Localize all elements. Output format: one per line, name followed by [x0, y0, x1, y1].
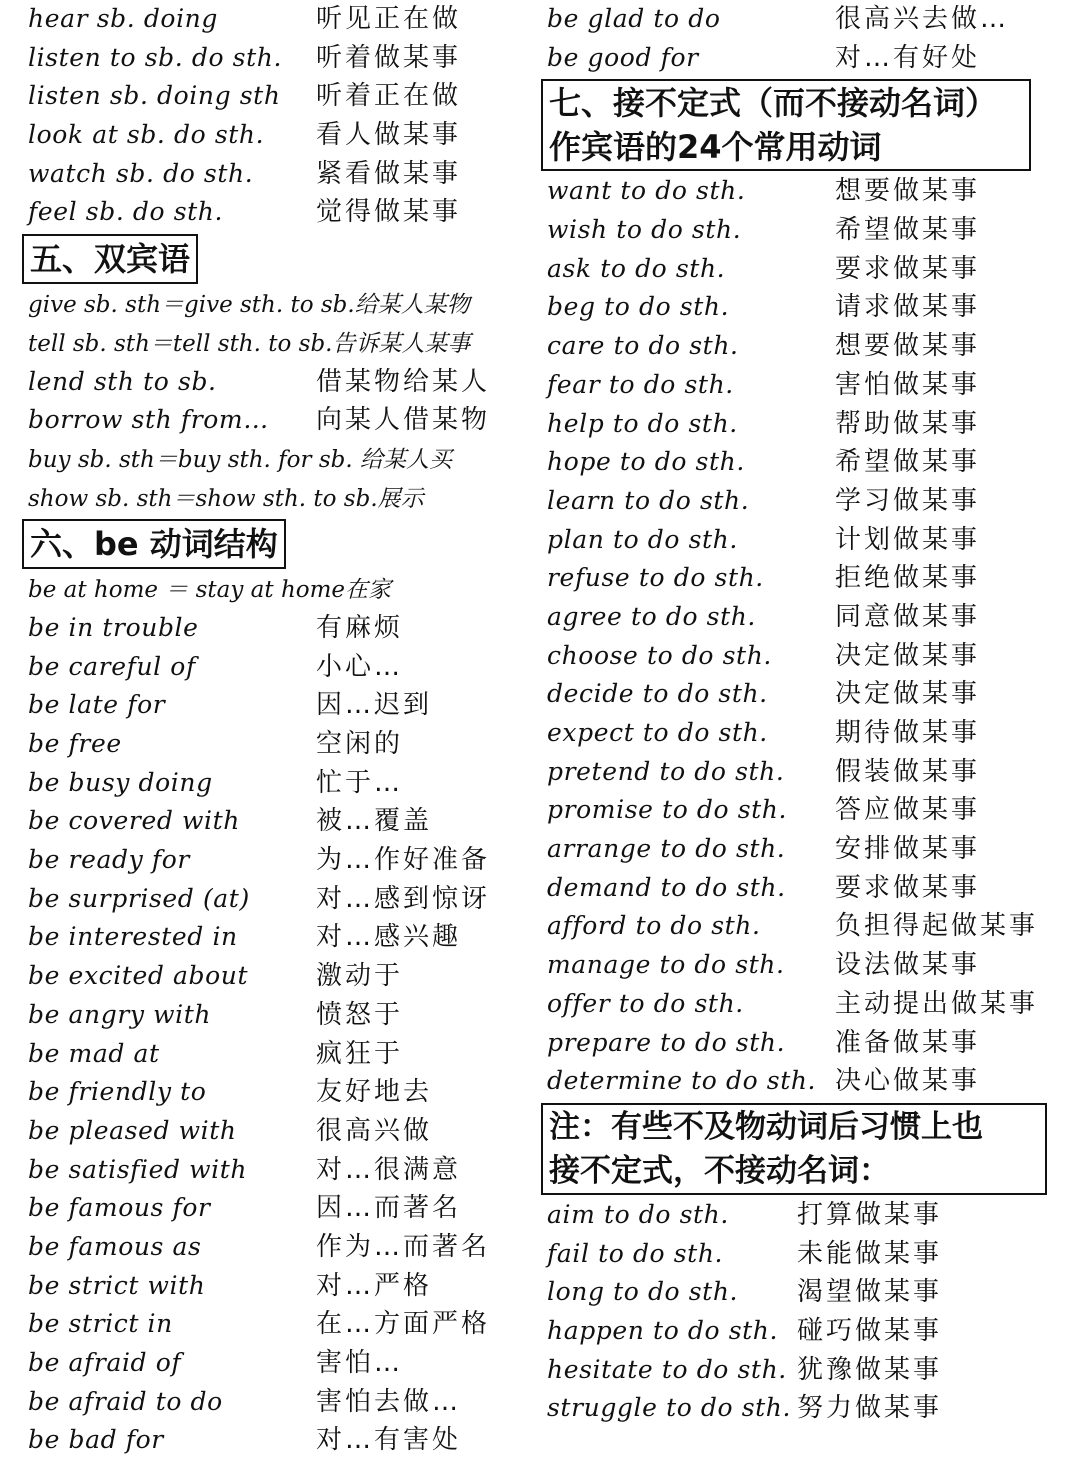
phrase-chinese: 很高兴去做…: [835, 4, 1010, 34]
phrase-row: [545, 1196, 1070, 1235]
phrase-chinese: 很高兴做: [316, 1115, 433, 1146]
phrase-english: promise to do sth.: [547, 795, 788, 825]
phrase-chinese: 决心做某事: [835, 1066, 981, 1097]
phrase-english: be angry with: [28, 999, 212, 1029]
phrase-row: [545, 211, 1070, 250]
phrase-chinese: 想要做某事: [835, 176, 981, 207]
phrase-chinese: 疯狂于: [316, 1038, 404, 1069]
phrase-row: [545, 830, 1070, 869]
phrase-row: [545, 250, 1070, 289]
phrase-chinese: 看人做某事: [316, 120, 462, 151]
phrase-chinese: 紧看做某事: [316, 158, 462, 189]
phrase-chinese: 对…有害处: [316, 1425, 462, 1456]
phrase-row: [26, 0, 541, 39]
phrase-chinese: 对…感到惊讶: [316, 883, 491, 914]
phrase-english: be satisfied with: [28, 1154, 248, 1184]
phrase-chinese: 友好地去: [316, 1077, 433, 1108]
phrase-english: be strict with: [28, 1270, 206, 1300]
phrase-chinese: 愤怒于: [316, 999, 404, 1030]
phrase-chinese: 作为…而著名: [316, 1231, 491, 1262]
phrase-chinese: 小心…: [316, 651, 404, 682]
phrase-chinese: 害怕做某事: [835, 369, 981, 400]
phrase-chinese: 害怕去做…: [316, 1386, 462, 1417]
phrase-row: [26, 401, 541, 440]
phrase-row: [26, 363, 541, 402]
phrase-chinese: 听着做某事: [316, 42, 462, 73]
phrase-row: [26, 324, 541, 363]
phrase-english: fear to do sth.: [547, 369, 734, 399]
phrase-english: be friendly to: [28, 1077, 207, 1107]
phrase-row: [26, 39, 541, 78]
phrase-chinese: 负担得起做某事: [835, 911, 1039, 942]
note-heading: [541, 1103, 1047, 1195]
phrase-chinese: 因…而著名: [316, 1193, 462, 1224]
phrase-row: [26, 802, 541, 841]
phrase-row: [26, 440, 541, 479]
section-5-list: [26, 285, 541, 517]
phrase-english: demand to do sth.: [547, 872, 786, 902]
phrase-english: give sb. sth＝give sth. to sb.给某人某物: [28, 292, 470, 319]
phrase-chinese: 渴望做某事: [797, 1277, 943, 1308]
phrase-row: [545, 327, 1070, 366]
phrase-row: [545, 675, 1070, 714]
phrase-chinese: 打算做某事: [797, 1199, 943, 1230]
phrase-row: [26, 285, 541, 324]
section-5-heading: 五、双宾语: [22, 234, 198, 284]
phrase-row: [26, 918, 541, 957]
phrase-chinese: 听见正在做: [316, 4, 462, 34]
phrase-row: [26, 1305, 541, 1344]
phrase-row: [26, 77, 541, 116]
phrase-english: look at sb. do sth.: [28, 120, 265, 150]
phrase-chinese: 为…作好准备: [316, 845, 491, 876]
phrase-english: be surprised (at): [28, 883, 250, 913]
phrase-english: be famous for: [28, 1193, 211, 1223]
phrase-english: afford to do sth.: [547, 911, 761, 941]
right-top-list: [545, 0, 1070, 77]
phrase-english: be good for: [547, 42, 699, 72]
phrase-chinese: 同意做某事: [835, 601, 981, 632]
section-7-heading-line-2: 作宾语的24个常用动词: [549, 128, 882, 167]
phrase-chinese: 听着正在做: [316, 81, 462, 112]
phrase-chinese: 计划做某事: [835, 524, 981, 555]
phrase-english: listen to sb. do sth.: [28, 42, 283, 72]
phrase-english: ask to do sth.: [547, 253, 726, 283]
phrase-english: help to do sth.: [547, 408, 738, 438]
phrase-chinese: 觉得做某事: [316, 197, 462, 228]
phrase-row: [545, 366, 1070, 405]
phrase-chinese: 碰巧做某事: [797, 1315, 943, 1346]
phrase-english: feel sb. do sth.: [28, 197, 224, 227]
phrase-row: [545, 1312, 1070, 1351]
phrase-chinese: 在…方面严格: [316, 1309, 491, 1340]
phrase-row: [545, 598, 1070, 637]
phrase-english: offer to do sth.: [547, 988, 744, 1018]
phrase-chinese: 未能做某事: [797, 1238, 943, 1269]
phrase-english: determine to do sth.: [547, 1066, 817, 1096]
phrase-row: [545, 907, 1070, 946]
phrase-english: happen to do sth.: [547, 1315, 779, 1345]
phrase-chinese: 期待做某事: [835, 718, 981, 748]
phrase-row: [26, 1073, 541, 1112]
phrase-english: hope to do sth.: [547, 447, 745, 477]
phrase-row: [545, 521, 1070, 560]
phrase-english: choose to do sth.: [547, 640, 772, 670]
phrase-chinese: 决定做某事: [835, 679, 981, 710]
phrase-chinese: 有麻烦: [316, 612, 404, 643]
phrase-row: [545, 1389, 1070, 1428]
phrase-english: borrow sth from…: [28, 405, 269, 435]
phrase-chinese: 请求做某事: [835, 292, 981, 323]
phrase-chinese: 向某人借某物: [316, 405, 491, 436]
phrase-english: manage to do sth.: [547, 950, 785, 980]
phrase-row: [26, 116, 541, 155]
phrase-chinese: 设法做某事: [835, 950, 981, 981]
phrase-row: [545, 443, 1070, 482]
phrase-english: be covered with: [28, 806, 240, 836]
phrase-row: [26, 880, 541, 919]
phrase-english: be afraid to do: [28, 1386, 223, 1416]
phrase-english: long to do sth.: [547, 1277, 739, 1307]
phrase-english: listen sb. doing sth: [28, 81, 281, 111]
phrase-english: be bad for: [28, 1425, 164, 1455]
left-top-list: [26, 0, 541, 232]
section-7-heading-line-1: 七、接不定式（而不接动名词）: [549, 84, 998, 123]
phrase-english: beg to do sth.: [547, 292, 730, 322]
phrase-chinese: 安排做某事: [835, 834, 981, 865]
phrase-chinese: 犹豫做某事: [797, 1354, 943, 1385]
phrase-english: be afraid of: [28, 1348, 182, 1377]
phrase-row: [545, 1273, 1070, 1312]
phrase-row: [545, 1024, 1070, 1063]
phrase-row: [26, 841, 541, 880]
phrase-english: lend sth to sb.: [28, 366, 217, 396]
phrase-english: pretend to do sth.: [547, 756, 785, 786]
phrase-english: be free: [28, 729, 122, 758]
phrase-row: [545, 559, 1070, 598]
phrase-row: [26, 1344, 541, 1383]
phrase-row: [545, 0, 1070, 39]
phrase-chinese: 对…严格: [316, 1270, 433, 1301]
phrase-row: [26, 1151, 541, 1190]
phrase-chinese: 对…有好处: [835, 42, 981, 73]
phrase-row: [545, 985, 1070, 1024]
phrase-row: [545, 405, 1070, 444]
phrase-row: [545, 172, 1070, 211]
section-6-list: [26, 570, 541, 1460]
note-list: [545, 1196, 1070, 1428]
phrase-row: [26, 1267, 541, 1306]
phrase-english: hear sb. doing: [28, 4, 218, 33]
phrase-english: be careful of: [28, 651, 196, 681]
phrase-english: arrange to do sth.: [547, 834, 786, 864]
phrase-row: [545, 637, 1070, 676]
phrase-english: be busy doing: [28, 767, 213, 797]
phrase-row: [545, 869, 1070, 908]
phrase-english: be excited about: [28, 961, 249, 991]
phrase-english: be glad to do: [547, 4, 721, 33]
phrase-chinese: 假装做某事: [835, 756, 981, 787]
phrase-english: expect to do sth.: [547, 718, 768, 747]
section-7-heading: [541, 79, 1031, 171]
phrase-row: [545, 288, 1070, 327]
phrase-chinese: 希望做某事: [835, 215, 981, 246]
phrase-chinese: 对…感兴趣: [316, 922, 462, 953]
phrase-chinese: 希望做某事: [835, 447, 981, 478]
phrase-chinese: 帮助做某事: [835, 408, 981, 439]
phrase-english: struggle to do sth.: [547, 1393, 792, 1423]
phrase-row: [26, 764, 541, 803]
phrase-english: learn to do sth.: [547, 485, 750, 515]
phrase-row: [26, 155, 541, 194]
left-column: [26, 0, 541, 1460]
phrase-chinese: 被…覆盖: [316, 806, 433, 837]
phrase-english: fail to do sth.: [547, 1238, 724, 1268]
phrase-chinese: 努力做某事: [797, 1393, 943, 1424]
phrase-english: wish to do sth.: [547, 215, 742, 245]
phrase-english: tell sb. sth＝tell sth. to sb.告诉某人某事: [28, 330, 471, 357]
phrase-row: [545, 753, 1070, 792]
phrase-chinese: 答应做某事: [835, 795, 981, 826]
phrase-row: [545, 1235, 1070, 1274]
phrase-row: [545, 1062, 1070, 1101]
phrase-chinese: 要求做某事: [835, 872, 981, 903]
phrase-row: [26, 1035, 541, 1074]
right-column: [545, 0, 1070, 1428]
phrase-english: be strict in: [28, 1309, 173, 1339]
phrase-english: be late for: [28, 690, 166, 720]
phrase-chinese: 忙于…: [316, 767, 404, 798]
phrase-row: [26, 1189, 541, 1228]
phrase-chinese: 学习做某事: [835, 485, 981, 516]
phrase-english: be interested in: [28, 922, 238, 952]
phrase-english: show sb. sth＝show sth. to sb.展示: [28, 485, 424, 512]
phrase-english: want to do sth.: [547, 176, 746, 206]
phrase-english: plan to do sth.: [547, 524, 738, 554]
phrase-row: [545, 482, 1070, 521]
phrase-chinese: 激动于: [316, 961, 404, 992]
phrase-row: [545, 39, 1070, 78]
phrase-english: care to do sth.: [547, 331, 739, 361]
phrase-row: [26, 1112, 541, 1151]
phrase-row: [26, 725, 541, 764]
phrase-chinese: 空闲的: [316, 729, 404, 759]
phrase-chinese: 对…很满意: [316, 1154, 462, 1185]
section-7-list: [545, 172, 1070, 1101]
phrase-chinese: 借某物给某人: [316, 366, 491, 397]
phrase-english: buy sb. sth＝buy sth. for sb. 给某人买: [28, 446, 452, 473]
phrase-english: prepare to do sth.: [547, 1027, 786, 1057]
phrase-english: be mad at: [28, 1038, 160, 1068]
phrase-english: aim to do sth.: [547, 1199, 729, 1229]
phrase-english: be famous as: [28, 1231, 202, 1261]
phrase-row: [26, 1228, 541, 1267]
phrase-row: [545, 1351, 1070, 1390]
phrase-chinese: 想要做某事: [835, 331, 981, 362]
phrase-chinese: 主动提出做某事: [835, 988, 1039, 1019]
phrase-chinese: 因…迟到: [316, 690, 433, 721]
phrase-row: [545, 714, 1070, 753]
phrase-english: refuse to do sth.: [547, 563, 764, 593]
phrase-chinese: 要求做某事: [835, 253, 981, 284]
phrase-english: decide to do sth.: [547, 679, 768, 709]
phrase-chinese: 准备做某事: [835, 1027, 981, 1058]
phrase-english: watch sb. do sth.: [28, 158, 254, 188]
note-heading-line-1: 注：有些不及物动词后习惯上也: [549, 1108, 983, 1145]
phrase-row: [26, 686, 541, 725]
phrase-english: be at home ＝ stay at home在家: [28, 577, 392, 604]
phrase-row: [26, 957, 541, 996]
phrase-english: agree to do sth.: [547, 601, 756, 631]
phrase-row: [26, 1421, 541, 1460]
phrase-row: [26, 648, 541, 687]
phrase-row: [545, 791, 1070, 830]
phrase-row: [26, 479, 541, 518]
phrase-row: [26, 570, 541, 609]
phrase-row: [26, 609, 541, 648]
phrase-row: [26, 1383, 541, 1422]
phrase-row: [545, 946, 1070, 985]
phrase-english: be in trouble: [28, 612, 199, 642]
note-heading-line-2: 接不定式，不接动名词：: [549, 1152, 890, 1189]
phrase-row: [26, 193, 541, 232]
section-6-heading: 六、be 动词结构: [22, 519, 286, 569]
phrase-english: hesitate to do sth.: [547, 1354, 787, 1384]
phrase-chinese: 害怕…: [316, 1348, 404, 1378]
phrase-chinese: 拒绝做某事: [835, 563, 981, 594]
phrase-chinese: 决定做某事: [835, 640, 981, 671]
phrase-row: [26, 996, 541, 1035]
phrase-english: be ready for: [28, 845, 190, 875]
phrase-english: be pleased with: [28, 1115, 237, 1145]
